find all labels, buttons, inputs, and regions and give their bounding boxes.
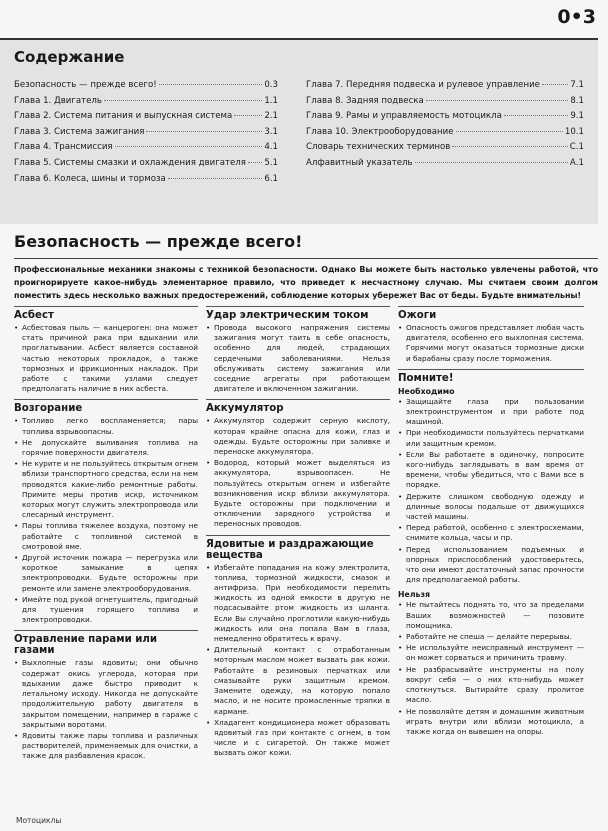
toc-entry-label: Глава 8. Задняя подвеска (306, 95, 424, 106)
section-heading-remember: Помните! (398, 369, 584, 384)
list-item: • Не позволяйте детям и домашним животным играть внутри или вблизи мотоцикла, а также когда он вывешен на опоры. (398, 707, 584, 738)
toxic-list (206, 563, 390, 759)
toc-leader (104, 100, 262, 101)
toc-entry-page: 6.1 (264, 173, 278, 184)
toc-entry-page: 4.1 (264, 142, 278, 153)
toc-entry[interactable] (14, 174, 278, 190)
toc-leader (504, 115, 568, 116)
toc-entry-label: Глава 2. Система питания и выпускная система (14, 111, 233, 122)
list-item: • Перед использованием подъемных и опорных приспособлений удостоверьтесь, что они имеют достаточный запас прочности для предполагаемой работы. (398, 545, 584, 586)
column-2 (206, 306, 390, 764)
toc-entry[interactable] (14, 111, 278, 127)
toc-left-column (14, 80, 278, 189)
toc-right-column (306, 80, 584, 174)
safety-intro: Профессиональные механики знакомы с техникой безопасности. Однако Вы можете быть настолько увлечены работой, что проигнорируете какое-нибудь элементарное правило, что приведет к несчастному случаю. Мы считаем своим долгом поместить здесь несколько важных предостережений, соблюдение которых убережет Вас от беды. Будьте внимательны! (14, 265, 598, 300)
toc-leader (248, 162, 262, 163)
toc-entry-label: Словарь технических терминов (306, 142, 451, 153)
toc-leader (234, 115, 262, 116)
toc-entry[interactable] (14, 142, 278, 158)
toc-entry[interactable] (14, 127, 278, 143)
section-heading-fumes: Отравление парами или газами (14, 630, 198, 656)
list-item: • Не пытайтесь поднять то, что за пределами Ваших возможностей — позовите помощника. (398, 600, 584, 631)
toc-leader (115, 146, 263, 147)
list-item: • Работайте не спеша — делайте перерывы. (398, 632, 584, 642)
toc-leader (146, 131, 262, 132)
subheading-must: Необходимо (398, 386, 455, 396)
list-item: • Хладагент кондиционера может образовать ядовитый газ при контакте с огнем, в том числе и с сигаретой. Он также может вызвать ожог кожи. (206, 718, 390, 759)
must-list (398, 397, 584, 586)
list-item: • Не курите и не пользуйтесь открытым огнем вблизи транспортного средства, если на нем проводятся какие-либо ремонтные работы. Примите меры против искр, источником которых могут служить электропровода или слесарный инструмент. (14, 459, 198, 520)
column-3 (398, 306, 584, 742)
must-not-list (398, 600, 584, 737)
toc-leader (452, 146, 567, 147)
toc-entry-label: Глава 10. Электрооборудование (306, 126, 454, 137)
subheading-must-not: Нельзя (398, 590, 430, 600)
battery-list (206, 416, 390, 529)
toc-entry[interactable] (306, 158, 584, 174)
shock-list (206, 323, 390, 394)
toc-entry[interactable] (306, 127, 584, 143)
list-item: • Аккумулятор содержит серную кислоту, которая крайне опасна для кожи, глаз и одежды. Будьте осторожны при заливке и переноске аккумулятора. (206, 416, 390, 457)
toc-entry[interactable] (306, 96, 584, 112)
section-heading-battery: Аккумулятор (206, 399, 390, 414)
toc-entry[interactable] (306, 142, 584, 158)
column-1 (14, 306, 198, 767)
list-item: • Ядовиты также пары топлива и различных растворителей, применяемых для очистки, а также для разбавления красок. (14, 731, 198, 762)
list-item: • Пары топлива тяжелее воздуха, поэтому не работайте с топливной системой в смотровой яме. (14, 521, 198, 552)
list-item: • Имейте под рукой огнетушитель, пригодный для тушения горящего топлива и электропроводки. (14, 595, 198, 626)
toc-entry[interactable] (306, 80, 584, 96)
toc-title: Содержание (14, 48, 125, 66)
toc-entry-label: Глава 9. Рамы и управляемость мотоцикла (306, 111, 502, 122)
section-heading-fire: Возгорание (14, 399, 198, 414)
list-item: • Не разбрасывайте инструменты на полу вокруг себя — о них кто-нибудь может споткнуться. Вытирайте сразу пролитое масло. (398, 665, 584, 706)
toc-entry-page: 0.3 (264, 80, 278, 90)
list-item: • Не используйте неисправный инструмент — он может сорваться и причинить травму. (398, 643, 584, 663)
section-heading-burns: Ожоги (398, 306, 584, 321)
toc-entry-label: Глава 1. Двигатель (14, 95, 102, 106)
page-number: 0•3 (557, 6, 596, 28)
toc-entry-page: А.1 (569, 157, 584, 168)
list-item: • Опасность ожогов представляет любая часть двигателя, особенно его выхлопная система. Горячими могут оказаться тормозные диски и барабаны сразу после торможения. (398, 323, 584, 364)
toc-entry-page: 1.1 (264, 95, 278, 106)
toc-entry-page: 8.1 (570, 95, 584, 106)
toc-leader (168, 178, 263, 179)
list-item: • Длительный контакт с отработанным моторным маслом может вызвать рак кожи. Работайте в резиновых перчатках или смазывайте руки защитным кремом. Замените одежду, на которую попало масло, и не носите промасленные тряпки в кармане. (206, 645, 390, 716)
section-heading-toxic: Ядовитые и раздражающие вещества (206, 535, 390, 561)
toc-entry-page: 9.1 (570, 111, 584, 122)
toc-entry-page: 5.1 (264, 157, 278, 168)
toc-leader (415, 162, 568, 163)
toc-entry-page: 10.1 (564, 126, 584, 137)
section-heading-asbestos: Асбест (14, 306, 198, 321)
section-heading-shock: Удар электрическим током (206, 306, 390, 321)
list-item: • Защищайте глаза при пользовании электроинструментом и при работе под машиной. (398, 397, 584, 428)
toc-entry-label: Безопасность — прежде всего! (14, 80, 157, 90)
list-item: • Не допускайте выливания топлива на горячие поверхности двигателя. (14, 438, 198, 458)
toc-entry-label: Глава 4. Трансмиссия (14, 142, 113, 153)
toc-entry-page: 2.1 (264, 111, 278, 122)
list-item: • Перед работой, особенно с электросхемами, снимите кольца, часы и пр. (398, 523, 584, 543)
toc-entry[interactable] (14, 158, 278, 174)
safety-title: Безопасность — прежде всего! (14, 232, 303, 251)
toc-entry[interactable] (14, 80, 278, 96)
toc-entry-label: Глава 6. Колеса, шины и тормоза (14, 173, 166, 184)
toc-entry-label: Алфавитный указатель (306, 157, 413, 168)
list-item: • Выхлопные газы ядовиты; они обычно содержат окись углерода, которая при вдыхании даже быстро приводит к летальному исходу. Никогда не допускайте продолжительную работу двигателя в закрытом помещении, например в гараже с закрытыми воротами. (14, 658, 198, 729)
list-item: • Избегайте попадания на кожу электролита, топлива, тормозной жидкости, смазок и антифриза. При необходимости перелить жидкость из одной емкости в другую не подсасывайте ртом жидкость из шланга. Если Вы случайно проглотили какую-нибудь жидкость или она попала Вам в глаза, немедленно обратитесь к врачу. (206, 563, 390, 645)
list-item: • Держите слишком свободную одежду и длинные волосы подальше от движущихся частей машины. (398, 492, 584, 523)
fumes-list (14, 658, 198, 761)
toc-leader (159, 84, 263, 85)
list-item: • Провода высокого напряжения системы зажигания могут таить в себе опасность, особенно для людей, страдающих сердечными заболеваниями. Нельзя обслуживать систему зажигания или соседние агрегаты при работающем двигателе и включенном зажигании. (206, 323, 390, 394)
list-item: • Если Вы работаете в одиночку, попросите кого-нибудь заглядывать в вам время от времени, чтобы убедиться, что с Вами все в порядке. (398, 450, 584, 491)
toc-entry-label: Глава 5. Системы смазки и охлаждения двигателя (14, 157, 246, 168)
toc-entry[interactable] (14, 96, 278, 112)
burns-list (398, 323, 584, 364)
toc-entry-label: Глава 3. Система зажигания (14, 126, 145, 137)
toc-entry-page: 3.1 (264, 126, 278, 137)
fire-list (14, 416, 198, 625)
toc-entry-label: Глава 7. Передняя подвеска и рулевое управление (306, 80, 540, 90)
toc-leader (542, 84, 568, 85)
list-item: • Топливо легко воспламеняется; пары топлива взрывоопасны. (14, 416, 198, 436)
toc-leader (456, 131, 563, 132)
toc-entry-page: С.1 (569, 142, 584, 153)
list-item: • Водород, который может выделяться из аккумулятора, взрывоопасен. Не пользуйтесь открытым огнем и избегайте возникновения искр вблизи аккумулятора. Будьте осторожны при подключении и отключении зарядного устройства и переносных проводов. (206, 458, 390, 529)
toc-entry-page: 7.1 (570, 80, 584, 90)
toc-entry[interactable] (306, 111, 584, 127)
divider (14, 258, 598, 259)
list-item: • При необходимости пользуйтесь перчатками или защитным кремом. (398, 428, 584, 448)
footer: Мотоциклы (16, 816, 62, 825)
list-item: • Другой источник пожара — перегрузка или короткое замыкание в цепях электропроводки. Будьте осторожны при ремонте или замене электрооборудования. (14, 553, 198, 594)
section-text: • Асбестовая пыль — канцероген: она может стать причиной рака при вдыхании или проглатывании. Асбест является составной частью некоторых прокладок, а также тормозных и фрикционных накладок. При работе с такими узлами следует предполагать наличие в них асбеста. (14, 323, 198, 394)
toc-leader (426, 100, 569, 101)
